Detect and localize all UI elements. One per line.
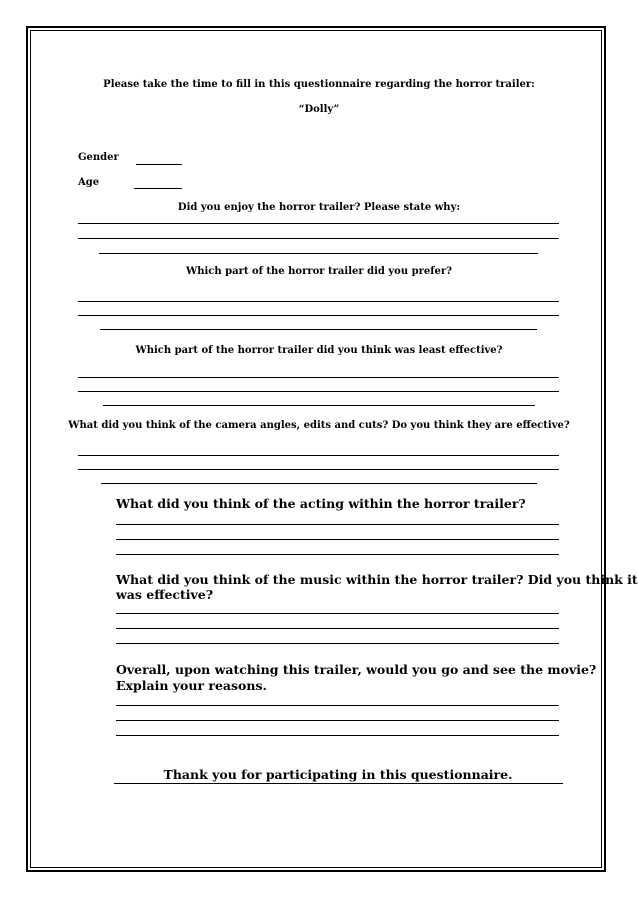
gender-label: Gender xyxy=(78,152,119,163)
trailer-title: “Dolly” xyxy=(298,104,340,115)
age-label: Age xyxy=(78,177,100,188)
intro-text: Please take the time to fill in this questionnaire regarding the horror trailer: xyxy=(103,79,535,90)
question-music-line2: was effective? xyxy=(116,587,214,602)
answer-line-acting-2[interactable] xyxy=(116,539,559,540)
answer-line-prefer-2[interactable] xyxy=(78,315,559,316)
answer-line-least-1[interactable] xyxy=(78,377,559,378)
answer-line-prefer-3[interactable] xyxy=(100,329,537,330)
question-music-line1: What did you think of the music within the horror trailer? Did you think it xyxy=(116,572,638,587)
question-least-effective: Which part of the horror trailer did you think was least effective? xyxy=(135,345,503,356)
gender-field[interactable] xyxy=(136,164,182,165)
answer-line-enjoy-3[interactable] xyxy=(99,253,538,254)
thank-you-note: Thank you for participating in this questionnaire. xyxy=(163,767,513,782)
answer-line-overall-2[interactable] xyxy=(116,720,559,721)
question-overall-line2: Explain your reasons. xyxy=(116,678,267,693)
question-acting: What did you think of the acting within the horror trailer? xyxy=(116,496,526,511)
answer-line-camera-3[interactable] xyxy=(101,483,537,484)
answer-line-music-1[interactable] xyxy=(116,613,559,614)
question-prefer: Which part of the horror trailer did you prefer? xyxy=(185,266,453,277)
answer-line-music-3[interactable] xyxy=(116,643,559,644)
answer-line-enjoy-2[interactable] xyxy=(78,238,559,239)
answer-line-music-2[interactable] xyxy=(116,628,559,629)
answer-line-camera-1[interactable] xyxy=(78,455,559,456)
footer-underline xyxy=(114,783,563,784)
answer-line-overall-1[interactable] xyxy=(116,705,559,706)
question-camera: What did you think of the camera angles, edits and cuts? Do you think they are effective? xyxy=(68,420,570,431)
answer-line-least-2[interactable] xyxy=(78,391,559,392)
answer-line-prefer-1[interactable] xyxy=(78,301,559,302)
age-field[interactable] xyxy=(134,188,182,189)
answer-line-acting-1[interactable] xyxy=(116,524,559,525)
question-overall-line1: Overall, upon watching this trailer, would you go and see the movie? xyxy=(116,662,597,677)
answer-line-overall-3[interactable] xyxy=(116,735,559,736)
answer-line-camera-2[interactable] xyxy=(78,469,559,470)
answer-line-least-3[interactable] xyxy=(103,405,535,406)
answer-line-enjoy-1[interactable] xyxy=(78,223,559,224)
answer-line-acting-3[interactable] xyxy=(116,554,559,555)
question-enjoy: Did you enjoy the horror trailer? Please state why: xyxy=(177,202,461,213)
